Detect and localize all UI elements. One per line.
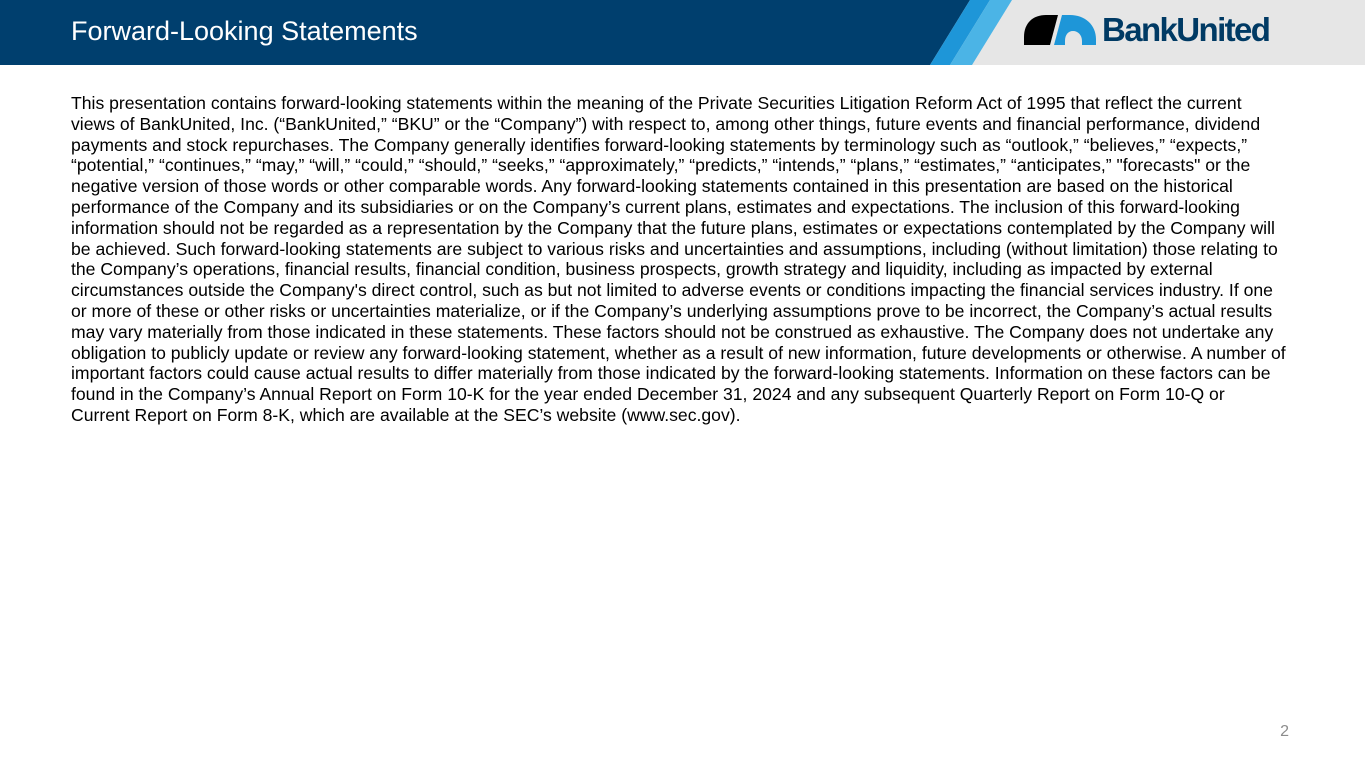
forward-looking-statements-paragraph: This presentation contains forward-looking statements within the meaning of the Private Securities Litigation Reform Act of 1995 that reflect the current views of BankUnited, Inc. (“BankUnited,” “BKU” or the “Company”) with respect to, among other things, future events and financial performance, dividend payments and stock repurchases. The Company generally identifies forward-looking statements by terminology such as “outlook,” “believes,” “expects,” “potential,” “continues,” “may,” “will,” “could,” “should,” “seeks,” “approximately,” “predicts,” “intends,” “plans,” “estimates,” “anticipates,” "forecasts" or the negative version of those words or other comparable words. Any forward-looking statements contained in this presentation are based on the historical performance of the Company and its subsidiaries or on the Company’s current plans, estimates and expectations. The inclusion of this forward-looking information should not be regarded as a representation by the Company that the future plans, estimates or expectations contemplated by the Company will be achieved. Such forward-looking statements are subject to various risks and uncertainties and assumptions, including (without limitation) those relating to the Company’s operations, financial results, financial condition, business prospects, growth strategy and liquidity, including as impacted by external circumstances outside the Company's direct control, such as but not limited to adverse events or conditions impacting the financial services industry. If one or more of these or other risks or uncertainties materialize, or if the Company’s underlying assumptions prove to be incorrect, the Company’s actual results may vary materially from those indicated in these statements. These factors should not be construed as exhaustive. The Company does not undertake any obligation to publicly update or review any forward-looking statement, whether as a result of new information, future developments or otherwise. A number of important factors could cause actual results to differ materially from those indicated by the forward-looking statements. Information on these factors can be found in the Company’s Annual Report on Form 10-K for the year ended December 31, 2024 and any subsequent Quarterly Report on Form 10-Q or Current Report on Form 8-K, which are available at the SEC’s website (www.sec.gov). — [71, 93, 1286, 425]
page-title: Forward-Looking Statements — [71, 16, 418, 46]
page-number: 2 — [1280, 723, 1289, 740]
header-bar — [0, 0, 1365, 65]
bankunited-wordmark: BankUnited — [1102, 11, 1270, 48]
bankunited-logo — [1024, 13, 1296, 49]
bankunited-arch-logo-icon — [1024, 15, 1096, 45]
